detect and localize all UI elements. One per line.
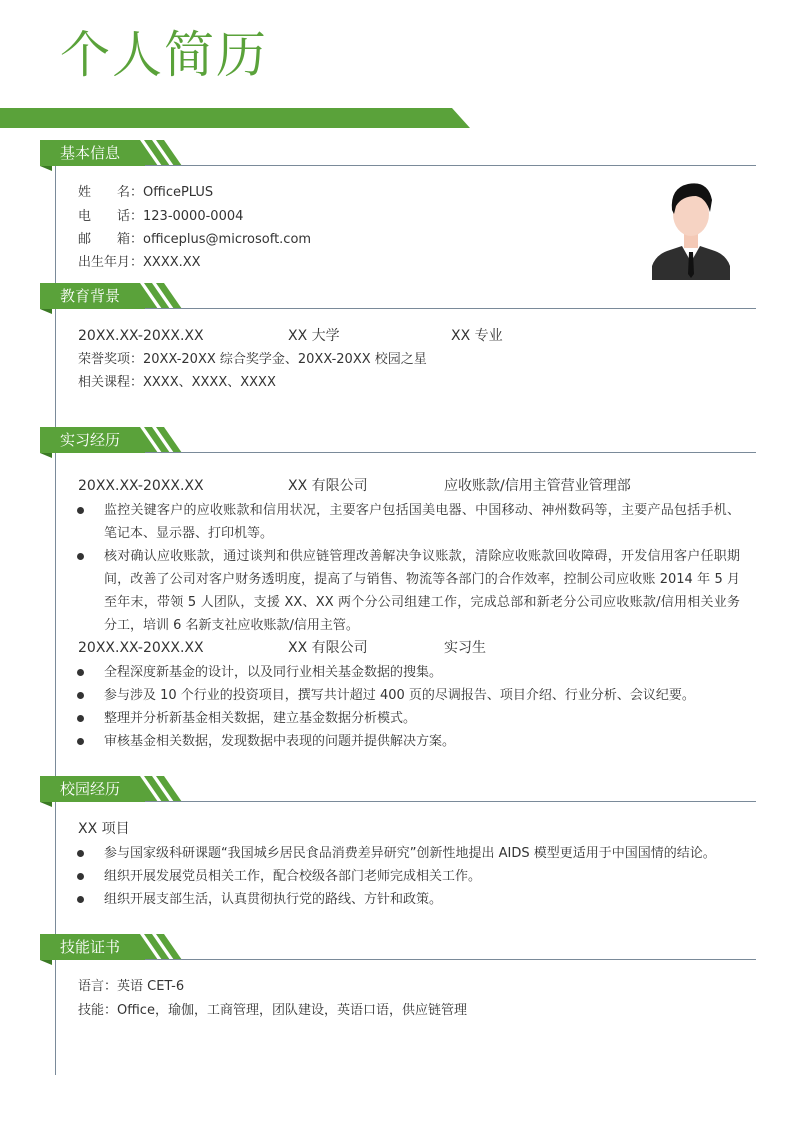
job-role: 应收账款/信用主管营业管理部 [444,478,631,494]
campus-bullet: 组织开展支部生活，认真贯彻执行党的路线、方针和政策。 [104,892,443,907]
education-honors: 荣誉奖项：20XX-20XX 综合奖学金、20XX-20XX 校园之星 [78,352,427,367]
skills-list: 技能：Office，瑜伽，工商管理，团队建设，英语口语，供应链管理 [78,1003,467,1018]
section-header-basic-info [40,140,756,170]
campus-bullet: 参与国家级科研课题“我国城乡居民食品消费差异研究”创新性地提出 AIDS 模型更适用于中国国情的结论。 [104,846,716,861]
section-divider [145,452,756,453]
bullet-dot [77,715,84,722]
person-avatar-icon [652,178,730,280]
campus-project: XX 项目 [78,821,130,837]
section-divider [145,165,756,166]
section-title: 基本信息 [60,144,121,162]
bullet-dot [77,692,84,699]
skills-language: 语言：英语 CET-6 [78,979,185,994]
bullet-dot [77,669,84,676]
section-title: 技能证书 [60,938,121,956]
job-bullet: 整理并分析新基金相关数据，建立基金数据分析模式。 [104,711,417,726]
campus-bullet: 组织开展发展党员相关工作，配合校级各部门老师完成相关工作。 [104,869,482,884]
education-date: 20XX.XX-20XX.XX [78,328,204,344]
job-bullet: 监控关键客户的应收账款和信用状况，主要客户包括国美电器、中国移动、神州数码等，主要产品包括手机、笔记本、显示器、打印机等。 [104,503,740,541]
education-school: XX 大学 [288,328,340,344]
bullet-dot [77,896,84,903]
job-date: 20XX.XX-20XX.XX [78,478,204,494]
section-header-internship [40,427,756,457]
section-title: 校园经历 [60,780,121,798]
job-role: 实习生 [444,640,486,656]
education-courses: 相关课程：XXXX、XXXX、XXXX [78,375,276,390]
title-underline-bar [0,108,470,128]
field-phone: 电 话：123-0000-0004 [78,209,244,224]
job-company: XX 有限公司 [288,640,368,656]
job-bullet: 核对确认应收账款，通过谈判和供应链管理改善解决争议账款，清除应收账款回收障碍，开发信用客户任职期间，改善了公司对客户财务透明度，提高了与销售、物流等各部门的合作效率，控制公司应收账 2014 年 5 月至年末，带领 5 人团队，支援 XX、XX 两个分公司组建工作，完成总部和新老分公司应收账款/信用相关业务分工，培训 6 名新支社应收账款/信用主管。 [104,549,740,633]
bullet-dot [77,738,84,745]
job-company: XX 有限公司 [288,478,368,494]
education-major: XX 专业 [451,328,503,344]
section-header-campus [40,776,756,806]
section-title: 教育背景 [60,287,121,305]
section-divider [145,959,756,960]
section-title: 实习经历 [60,431,121,449]
job-bullet: 全程深度新基金的设计，以及同行业相关基金数据的搜集。 [104,665,443,680]
field-email: 邮 箱：officeplus@microsoft.com [78,232,312,247]
section-divider [145,801,756,802]
field-birth: 出生年月：XXXX.XX [78,255,201,270]
bullet-dot [77,553,84,560]
page-title: 个人简历 [60,26,268,84]
job-bullet: 参与涉及 10 个行业的投资项目，撰写共计超过 400 页的尽调报告、项目介绍、行业分析、会议纪要。 [104,688,695,703]
bullet-dot [77,507,84,514]
section-header-education [40,283,756,313]
job-date: 20XX.XX-20XX.XX [78,640,204,656]
field-name: 姓 名：OfficePLUS [78,185,214,200]
section-header-skills [40,934,756,964]
bullet-dot [77,873,84,880]
bullet-dot [77,850,84,857]
section-divider [145,308,756,309]
job-bullet: 审核基金相关数据，发现数据中表现的问题并提供解决方案。 [104,734,456,749]
